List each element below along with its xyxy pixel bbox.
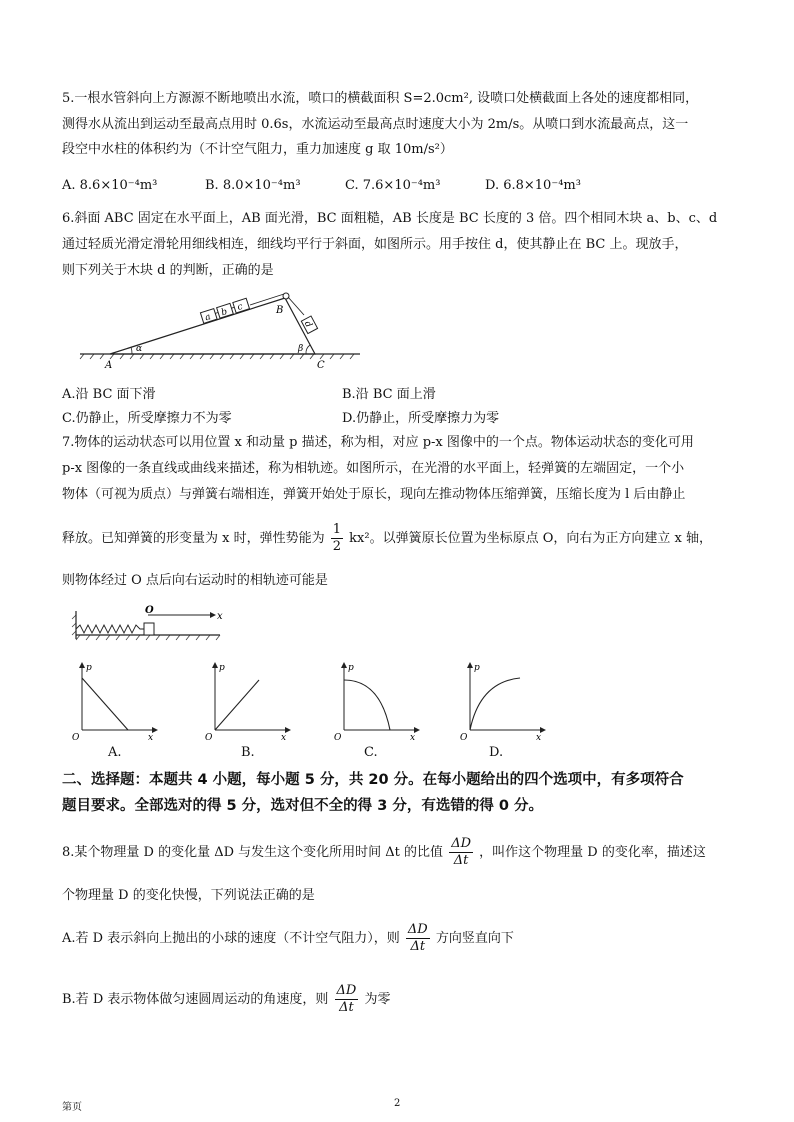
q8-option-a-fraction <box>406 922 430 955</box>
q5-option-b: B. 8.0×10⁻⁴m³ <box>205 178 301 193</box>
q6-line3: 则下列关于木块 d 的判断，正确的是 <box>62 263 274 278</box>
q8-frac-den: Δt <box>453 853 469 868</box>
q5-line3: 段空中水柱的体积约为（不计空气阻力，重力加速度 g 取 10m/s²） <box>62 142 453 157</box>
q7-graph-a-x-label: x <box>148 733 154 740</box>
q5-option-c: C. 7.6×10⁻⁴m³ <box>345 178 441 193</box>
q6-option-b: B.沿 BC 面上滑 <box>342 387 436 402</box>
q7-graph-c-p-label: p <box>348 663 354 673</box>
q6-incline-figure <box>70 285 370 375</box>
q7-line2: p-x 图像的一条直线或曲线来描述，称为相轨迹。如图所示，在光滑的水平面上，轻弹簧的左端固定，一个小 <box>62 461 685 476</box>
q6-option-c: C.仍静止，所受摩擦力不为零 <box>62 411 232 426</box>
q5-line1: 5.一根水管斜向上方源源不断地喷出水流，喷口的横截面积 S=2.0cm², 设喷口处横截面上各处的速度都相同， <box>62 91 699 106</box>
q6-option-a: A.沿 BC 面下滑 <box>62 387 156 402</box>
q7-frac-num: 1 <box>332 522 342 537</box>
q7-spring-label-x: x <box>217 611 223 622</box>
q6-label-d: d <box>301 319 314 330</box>
q7-graph-d-x-label: x <box>536 733 542 740</box>
q7-line5: 则物体经过 O 点后向右运动时的相轨迹可能是 <box>62 573 328 588</box>
section2-heading-line2: 题目要求。全部选对的得 5 分，选对但不全的得 3 分，有选错的得 0 分。 <box>62 798 544 814</box>
q6-label-b: b <box>220 306 229 319</box>
q8-option-a-frac-num: ΔD <box>407 922 428 937</box>
q8-option-b-frac-den: Δt <box>339 1000 354 1015</box>
q7-line4-pre: 释放。已知弹簧的形变量为 x 时，弹性势能为 <box>62 531 325 546</box>
q6-label-alpha: α <box>136 344 143 354</box>
q7-line3: 物体（可视为质点）与弹簧右端相连，弹簧开始处于原长，现向左推动物体压缩弹簧，压缩长度为 l 后由静止 <box>62 487 686 502</box>
q8-option-b-pre: B.若 D 表示物体做匀速圆周运动的角速度，则 <box>62 992 329 1007</box>
q7-graph-a-o-label: O <box>72 733 80 740</box>
q8-line2: 个物理量 D 的变化快慢，下列说法正确的是 <box>62 888 315 903</box>
section2-heading-line1: 二、选择题：本题共 4 小题，每小题 5 分，共 20 分。在每小题给出的四个选项中，有多项符合 <box>62 772 684 788</box>
q7-graph-d <box>458 660 548 740</box>
q7-spring-label-O: O <box>145 605 154 616</box>
footer-left: 第页 <box>62 1102 82 1113</box>
q8-option-b-frac-num: ΔD <box>336 983 357 998</box>
q8-option-b-post: 为零 <box>364 992 391 1007</box>
q6-label-beta: β <box>298 344 304 354</box>
q8-option-a-post: 方向竖直向下 <box>435 931 514 946</box>
q8-rate-fraction <box>449 836 473 869</box>
q8-frac-num: ΔD <box>451 836 471 851</box>
q7-line4-post: kx²。以弹簧原长位置为坐标原点 O，向右为正方向建立 x 轴， <box>349 531 712 546</box>
q8-line1-pre: 8.某个物理量 D 的变化量 ΔD 与发生这个变化所用时间 Δt 的比值 <box>62 845 444 860</box>
q6-label-C: C <box>317 360 325 371</box>
q7-graph-c <box>332 660 422 740</box>
q8-line1-post: ，叫作这个物理量 D 的变化率，描述这 <box>479 845 706 860</box>
q6-label-A: A <box>105 360 113 371</box>
q6-option-d: D.仍静止，所受摩擦力为零 <box>342 411 500 426</box>
q7-frac-den: 2 <box>332 539 342 554</box>
q6-line2: 通过轻质光滑定滑轮用细线相连，细线均平行于斜面，如图所示。用手按住 d，使其静止在 BC 上。现放手， <box>62 237 688 252</box>
q7-graph-a <box>70 660 160 740</box>
q5-option-d: D. 6.8×10⁻⁴m³ <box>485 178 581 193</box>
q6-line1: 6.斜面 ABC 固定在水平面上，AB 面光滑，BC 面粗糙，AB 长度是 BC 长度的 3 倍。四个相同木块 a、b、c、d <box>62 211 718 226</box>
q7-graph-d-o-label: O <box>460 733 468 740</box>
q7-graph-c-o-label: O <box>334 733 342 740</box>
q7-graph-d-p-label: p <box>474 663 480 673</box>
q7-graph-b-p-label: p <box>219 663 225 673</box>
q8-option-a-frac-den: Δt <box>410 939 426 954</box>
page-number: 2 <box>394 1098 401 1109</box>
q7-graph-b-x-label: x <box>281 733 287 740</box>
q7-option-d: D. <box>489 745 504 760</box>
q8-option-a <box>62 922 514 955</box>
q7-graph-b-o-label: O <box>205 733 213 740</box>
q8-option-b <box>62 983 390 1016</box>
q7-option-b: B. <box>241 745 255 760</box>
q6-label-c: c <box>236 301 245 314</box>
q7-line4 <box>62 522 712 555</box>
q6-label-a: a <box>203 312 213 324</box>
q5-line2: 测得水从流出到运动至最高点用时 0.6s，水流运动至最高点时速度大小为 2m/s。从喷口到水流最高点，这一 <box>62 117 689 132</box>
q7-line1: 7.物体的运动状态可以用位置 x 和动量 p 描述，称为相，对应 p-x 图像中的一个点。物体运动状态的变化可用 <box>62 435 694 450</box>
q8-option-a-pre: A.若 D 表示斜向上抛出的小球的速度（不计空气阻力），则 <box>62 931 400 946</box>
q7-graph-c-x-label: x <box>410 733 416 740</box>
q7-graph-a-p-label: p <box>86 663 92 673</box>
q5-option-a: A. 8.6×10⁻⁴m³ <box>62 178 158 193</box>
q7-half-fraction <box>331 522 343 555</box>
q7-option-a: A. <box>108 745 122 760</box>
q7-option-c: C. <box>364 745 378 760</box>
q8-line1 <box>62 836 706 869</box>
q6-label-B: B <box>276 305 284 316</box>
q7-spring-figure <box>70 605 230 645</box>
q7-graph-b <box>203 660 293 740</box>
q8-option-b-fraction <box>335 983 359 1016</box>
